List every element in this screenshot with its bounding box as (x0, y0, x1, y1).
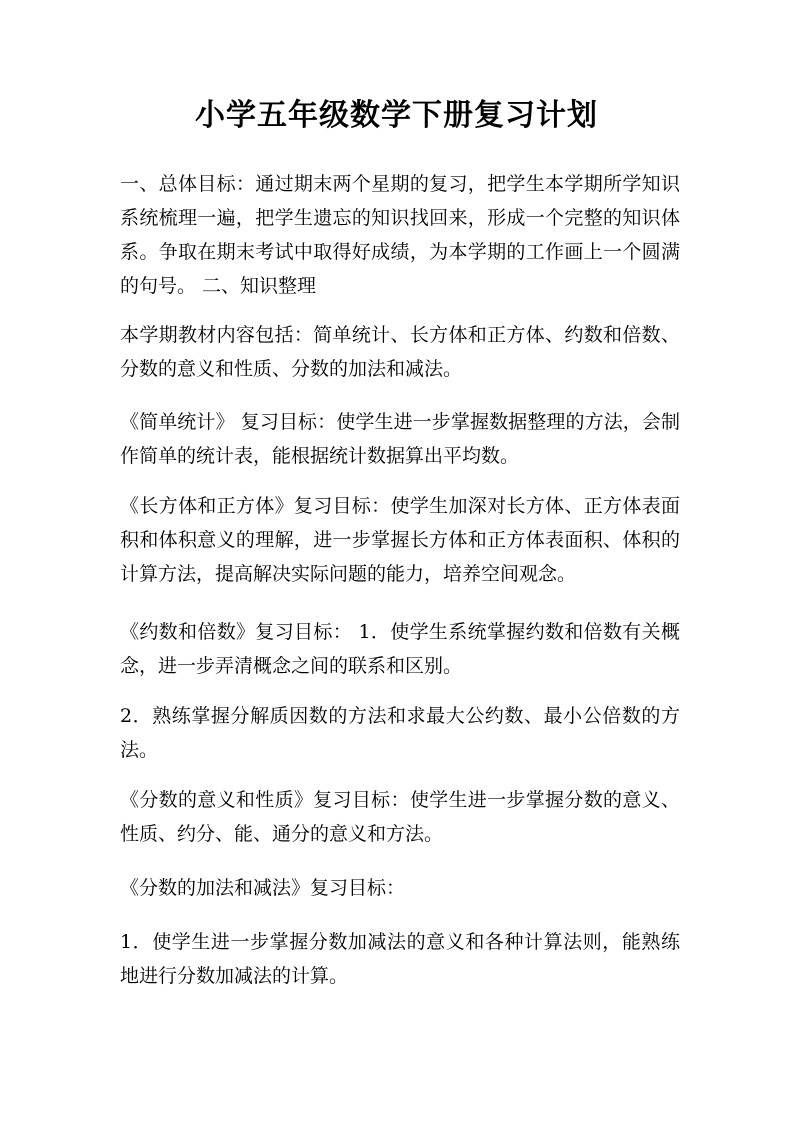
paragraph-fraction-add-subtract-goal: 1．使学生进一步掌握分数加减法的意义和各种计算法则，能熟练地进行分数加减法的计算。 (120, 931, 680, 987)
paragraph-overall-goal: 一、总体目标：通过期末两个星期的复习，把学生本学期所学知识系统梳理一遍，把学生遗忘的知识找回来，形成一个完整的知识体系。争取在期末考试中取得好成绩，为本学期的工作画上一个圆满的句号。 二、知识整理 (120, 173, 680, 297)
paragraph-fraction-meaning: 《分数的意义和性质》复习目标：使学生进一步掌握分数的意义、性质、约分、能、通分的意义和方法。 (120, 789, 680, 845)
paragraph-fraction-add-subtract-heading: 《分数的加法和减法》复习目标： (120, 877, 406, 899)
paragraph-simple-statistics: 《简单统计》 复习目标：使学生进一步掌握数据整理的方法，会制作简单的统计表，能根据统计数据算出平均数。 (120, 411, 680, 467)
paragraph-textbook-content: 本学期教材内容包括：简单统计、长方体和正方体、约数和倍数、分数的意义和性质、分数的加法和减法。 (120, 324, 680, 380)
paragraph-cuboid-cube: 《长方体和正方体》复习目标：使学生加深对长方体、正方体表面积和体积意义的理解，进一步掌握长方体和正方体表面积、体积的计算方法，提高解决实际问题的能力，培养空间观念。 (120, 495, 680, 585)
paragraph-prime-factorization: 2．熟练掌握分解质因数的方法和求最大公约数、最小公倍数的方法。 (120, 705, 680, 761)
paragraph-factors-multiples: 《约数和倍数》复习目标： 1．使学生系统掌握约数和倍数有关概念，进一步弄清概念之间的联系和区别。 (120, 621, 680, 677)
page-title: 小学五年级数学下册复习计划 (195, 98, 598, 133)
